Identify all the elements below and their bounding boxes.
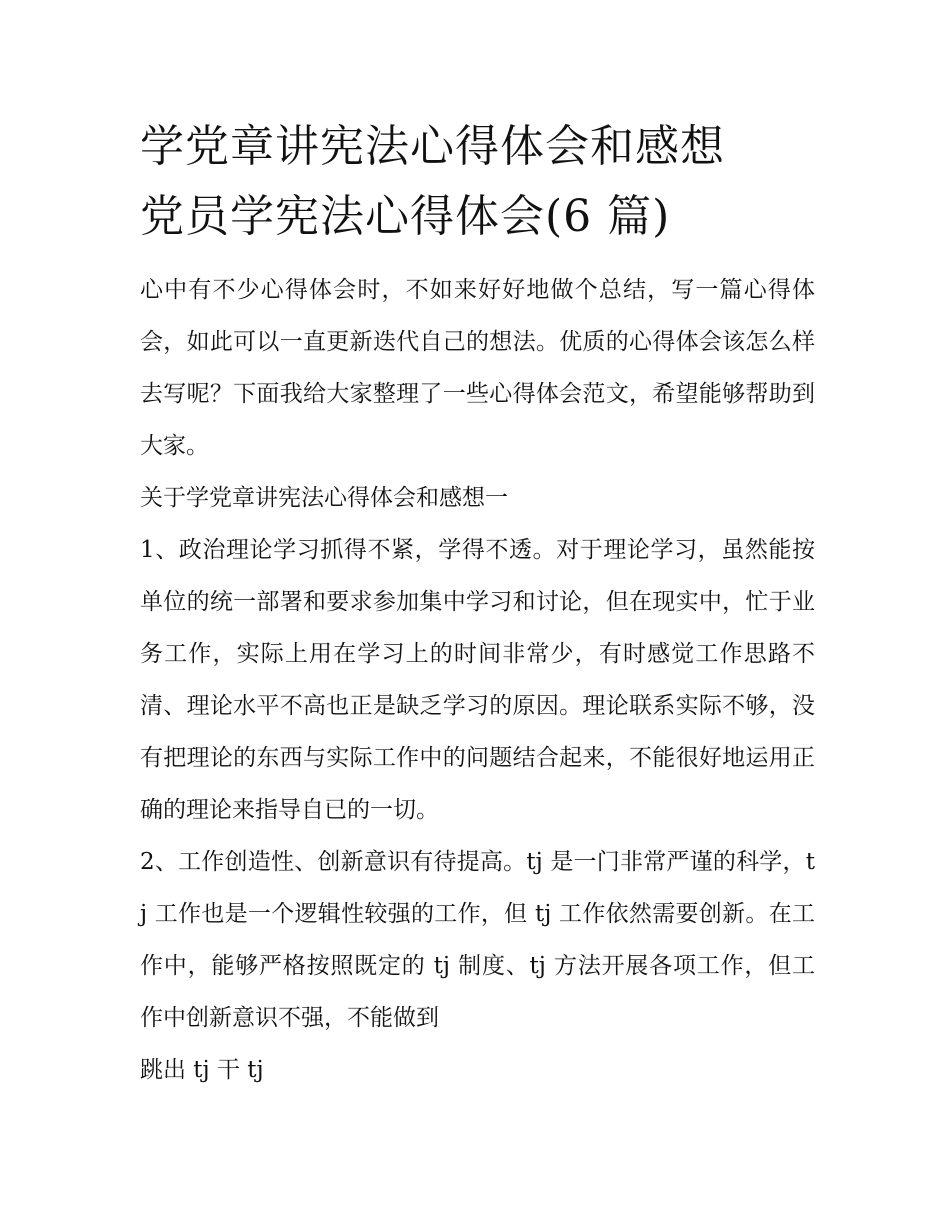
point-2-paragraph: 2、工作创造性、创新意识有待提高。tj 是一门非常严谨的科学，tj 工作也是一个逻辑性较强的工作，但 tj 工作依然需要创新。在工作中，能够严格按照既定的 tj 制度、tj 方法开展各项工作，但工作中创新意识不强，不能做到 — [140, 849, 815, 1031]
title-line-1: 学党章讲宪法心得体会和感想 — [140, 121, 725, 172]
document-title — [140, 112, 815, 252]
point-1-paragraph: 1、政治理论学习抓得不紧，学得不透。对于理论学习，虽然能按单位的统一部署和要求参加集中学习和讨论，但在现实中，忙于业务工作，实际上用在学习上的时间非常少，有时感觉工作思路不清、理论水平不高也正是缺乏学习的原因。理论联系实际不够，没有把理论的东西与实际工作中的问题结合起来，不能很好地运用正确的理论来指导自已的一切。 — [140, 537, 815, 823]
section-heading: 关于学党章讲宪法心得体会和感想一 — [140, 485, 508, 511]
intro-paragraph: 心中有不少心得体会时，不如来好好地做个总结，写一篇心得体会，如此可以一直更新迭代自己的想法。优质的心得体会该怎么样去写呢？下面我给大家整理了一些心得体会范文，希望能够帮助到大家。 — [140, 277, 815, 459]
document-body — [140, 112, 815, 1096]
title-line-2: 党员学宪法心得体会(6 篇) — [140, 191, 671, 242]
trailing-paragraph: 跳出 tj 干 tj — [140, 1057, 264, 1083]
